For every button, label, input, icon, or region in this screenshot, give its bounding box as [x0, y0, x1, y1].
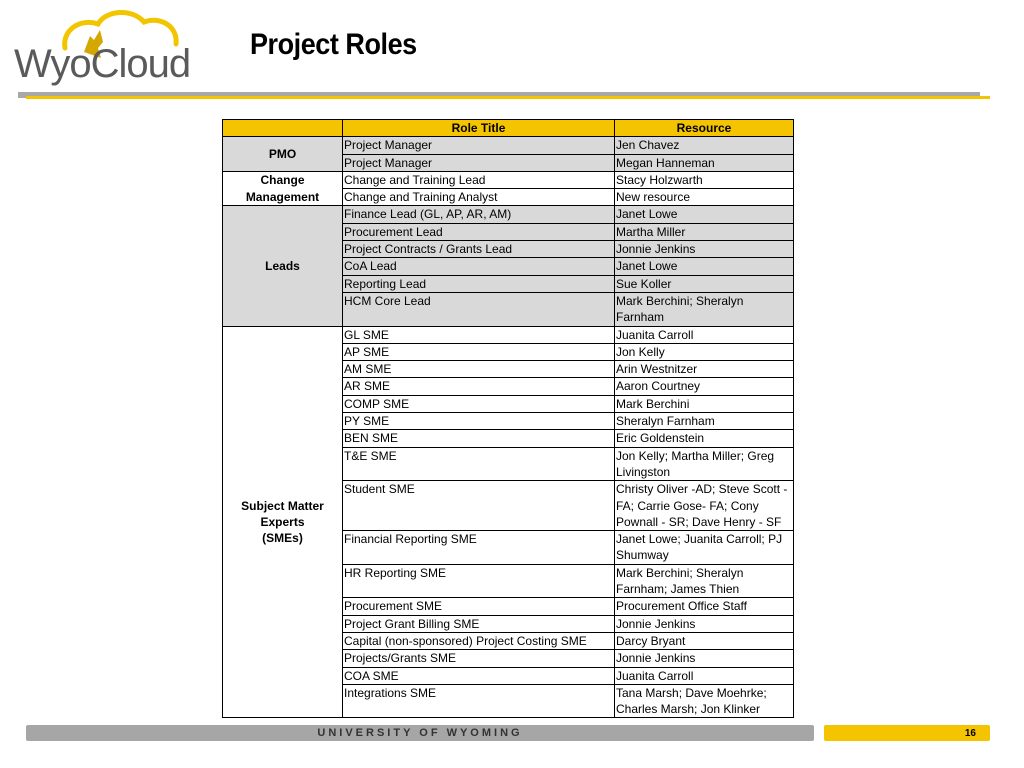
resource-cell: Mark Berchini: [615, 395, 794, 412]
resource-cell: Janet Lowe: [615, 258, 794, 275]
role-title-cell: HR Reporting SME: [343, 564, 615, 598]
logo-text: WyoCloud: [14, 42, 191, 86]
role-title-cell: Project Grant Billing SME: [343, 615, 615, 632]
role-title-cell: COMP SME: [343, 395, 615, 412]
table-row: [223, 171, 794, 188]
role-title-cell: Project Manager: [343, 154, 615, 171]
role-title-cell: PY SME: [343, 413, 615, 430]
resource-cell: New resource: [615, 189, 794, 206]
footer-bar: [26, 725, 814, 741]
resource-cell: Darcy Bryant: [615, 632, 794, 649]
resource-cell: Aaron Courtney: [615, 378, 794, 395]
project-roles-table: [222, 119, 794, 718]
page-title: Project Roles: [250, 28, 417, 61]
role-title-cell: Procurement SME: [343, 598, 615, 615]
resource-cell: Janet Lowe; Juanita Carroll; PJ Shumway: [615, 531, 794, 565]
resource-cell: Jonnie Jenkins: [615, 241, 794, 258]
header-divider-gold: [26, 96, 990, 99]
group-label: PMO: [223, 137, 343, 172]
resource-cell: Mark Berchini; Sheralyn Farnham: [615, 292, 794, 326]
resource-cell: Tana Marsh; Dave Moehrke; Charles Marsh; Jon Klinker: [615, 684, 794, 718]
role-title-cell: Projects/Grants SME: [343, 650, 615, 667]
role-title-cell: AR SME: [343, 378, 615, 395]
role-title-cell: Capital (non-sponsored) Project Costing SME: [343, 632, 615, 649]
resource-cell: Jonnie Jenkins: [615, 615, 794, 632]
role-title-cell: T&E SME: [343, 447, 615, 481]
group-label: Leads: [223, 206, 343, 326]
resource-cell: Arin Westnitzer: [615, 361, 794, 378]
resource-cell: Juanita Carroll: [615, 326, 794, 343]
role-title-cell: Student SME: [343, 481, 615, 531]
resource-cell: Eric Goldenstein: [615, 430, 794, 447]
header-cell-resource: Resource: [615, 120, 794, 137]
resource-cell: Janet Lowe: [615, 206, 794, 223]
role-title-cell: Procurement Lead: [343, 223, 615, 240]
table-row: [223, 137, 794, 154]
table-row: [223, 326, 794, 343]
role-title-cell: Integrations SME: [343, 684, 615, 718]
role-title-cell: Finance Lead (GL, AP, AR, AM): [343, 206, 615, 223]
table-header-row: [223, 120, 794, 137]
resource-cell: Sue Koller: [615, 275, 794, 292]
role-title-cell: Financial Reporting SME: [343, 531, 615, 565]
header-cell-group: [223, 120, 343, 137]
role-title-cell: COA SME: [343, 667, 615, 684]
wyocloud-logo: [10, 8, 190, 90]
role-title-cell: Project Contracts / Grants Lead: [343, 241, 615, 258]
role-title-cell: CoA Lead: [343, 258, 615, 275]
resource-cell: Jonnie Jenkins: [615, 650, 794, 667]
header-cell-role-title: Role Title: [343, 120, 615, 137]
role-title-cell: Project Manager: [343, 137, 615, 154]
role-title-cell: GL SME: [343, 326, 615, 343]
group-label: Subject Matter Experts (SMEs): [223, 326, 343, 718]
resource-cell: Stacy Holzwarth: [615, 171, 794, 188]
resource-cell: Juanita Carroll: [615, 667, 794, 684]
role-title-cell: HCM Core Lead: [343, 292, 615, 326]
resource-cell: Jon Kelly: [615, 343, 794, 360]
role-title-cell: BEN SME: [343, 430, 615, 447]
role-title-cell: Change and Training Analyst: [343, 189, 615, 206]
resource-cell: Megan Hanneman: [615, 154, 794, 171]
resource-cell: Mark Berchini; Sheralyn Farnham; James Thien: [615, 564, 794, 598]
role-title-cell: Reporting Lead: [343, 275, 615, 292]
role-title-cell: AP SME: [343, 343, 615, 360]
resource-cell: Jen Chavez: [615, 137, 794, 154]
table-row: [223, 206, 794, 223]
resource-cell: Procurement Office Staff: [615, 598, 794, 615]
table-body: [223, 137, 794, 718]
resource-cell: Jon Kelly; Martha Miller; Greg Livingston: [615, 447, 794, 481]
page-number-box: [824, 725, 990, 741]
resource-cell: Martha Miller: [615, 223, 794, 240]
footer-university-name: UNIVERSITY OF WYOMING: [317, 727, 523, 739]
resource-cell: Sheralyn Farnham: [615, 413, 794, 430]
resource-cell: Christy Oliver -AD; Steve Scott - FA; Carrie Gose- FA; Cony Pownall - SR; Dave Henry - SF: [615, 481, 794, 531]
page-number: 16: [964, 728, 976, 739]
role-title-cell: AM SME: [343, 361, 615, 378]
role-title-cell: Change and Training Lead: [343, 171, 615, 188]
group-label: Change Management: [223, 171, 343, 206]
